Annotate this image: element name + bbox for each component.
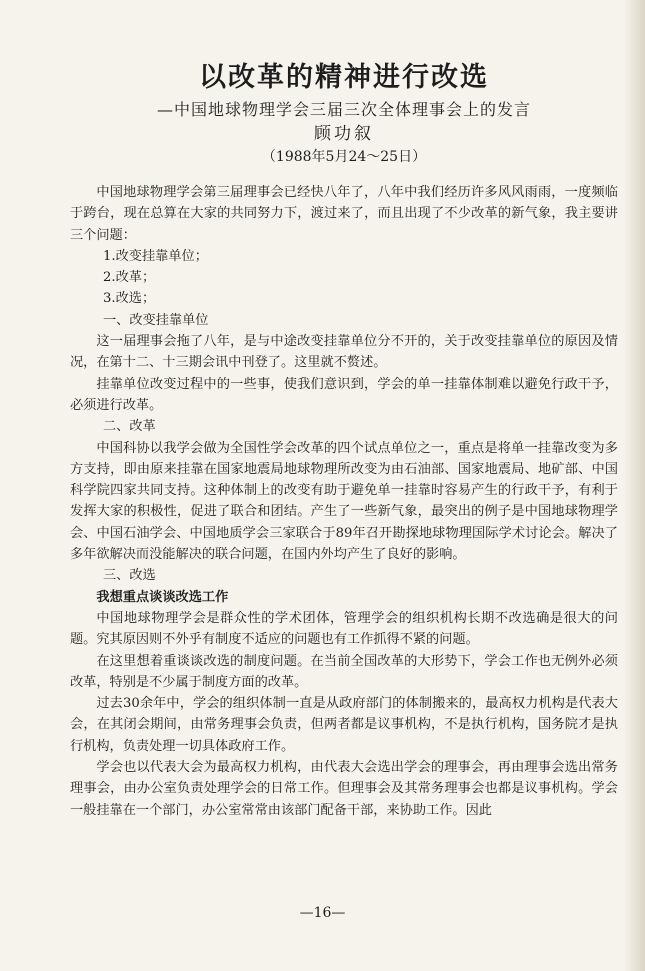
article <box>70 60 618 821</box>
body-paragraph: 这一届理事会拖了八年，是与中途改变挂靠单位分不开的，关于改变挂靠单位的原因及情况，在第十二、十三期会讯中刊登了。这里就不赘述。 <box>70 334 618 371</box>
section-subheading: 我想重点谈谈改选工作 <box>96 589 229 605</box>
list-item: 2.改革； <box>103 270 156 286</box>
list-item: 1.改变挂靠单位； <box>103 248 208 264</box>
article-title: 以改革的精神进行改选 <box>199 62 489 93</box>
body-paragraph: 挂靠单位改变过程中的一些事，使我们意识到，学会的单一挂靠体制难以避免行政干予，必须进行改革。 <box>70 376 618 413</box>
body-paragraph: 中国地球物理学会是群众性的学术团体，管理学会的组织机构长期不改选确是很大的问题。究其原因则不外乎有制度不适应的问题也有工作抓得不紧的问题。 <box>70 610 618 648</box>
section-heading: 一、改变挂靠单位 <box>103 312 209 328</box>
article-date: （1988年5月24～25日） <box>261 149 427 165</box>
article-subtitle: —中国地球物理学会三届三次全体理事会上的发言 <box>156 100 531 119</box>
body-paragraph: 学会也以代表大会为最高权力机构，由代表大会选出学会的理事会，再由理事会选出常务理事会，由办公室负责处理学会的日常工作。但理事会及其常务理事会也都是议事机构。学会一般挂靠在一个部门，办公室常常由该部门配备干部，来协助工作。因此 <box>70 760 618 818</box>
page-number: —16— <box>299 905 346 921</box>
body-paragraph: 中国科协以我学会做为全国性学会改革的四个试点单位之一，重点是将单一挂靠改变为多方支持，即由原来挂靠在国家地震局地球物理所改变为由石油部、国家地震局、地矿部、中国科学院四家共同支持。这种体制上的改变有助于避免单一挂靠时容易产生的行政干予，有利于发挥大家的积极性，促进了联合和团结。产生了一些新气象，最突出的例子是中国地球物理学会、中国石油学会、中国地质学会三家联合于89年召开勘探地球物理国际学术讨论会。解决了多年欲解决而没能解决的联合问题，在国内外均产生了良好的影响。 <box>70 440 618 563</box>
section-heading: 三、改选 <box>103 568 156 584</box>
article-author: 顾功叙 <box>314 124 374 144</box>
body-paragraph: 过去30余年中，学会的组织体制一直是从政府部门的体制搬来的，最高权力机构是代表大会，在其闭会期间，由常务理事会负责，但两者都是议事机构，不是执行机构，国务院才是执行机构，负责处理一切具体政府工作。 <box>70 696 618 754</box>
list-item: 3.改选； <box>103 291 156 307</box>
intro-paragraph: 中国地球物理学会第三届理事会已经快八年了，八年中我们经历许多风风雨雨，一度频临于跨台，现在总算在大家的共同努力下，渡过来了，而且出现了不少改革的新气象，我主要讲三个问题： <box>70 185 618 243</box>
section-heading: 二、改革 <box>103 419 156 435</box>
page-edge-shadow <box>623 0 645 971</box>
body-paragraph: 在这里想着重谈谈改选的制度问题。在当前全国改革的大形势下，学会工作也无例外必须改革，特别是不少属于制度方面的改革。 <box>70 653 618 690</box>
